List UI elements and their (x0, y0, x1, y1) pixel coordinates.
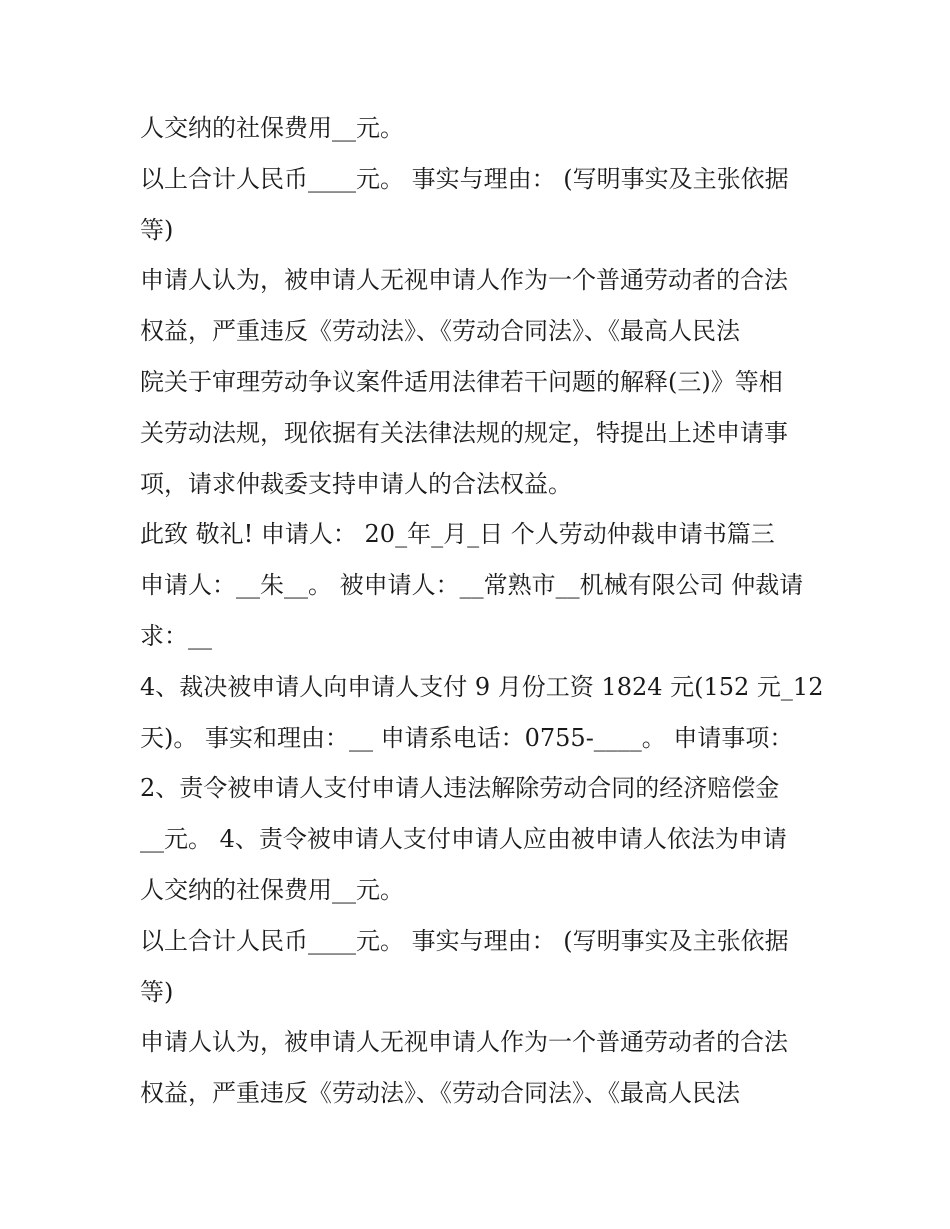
text-line: 此致 敬礼! 申请人： 20_年_月_日 个人劳动仲裁申请书篇三 (140, 520, 775, 549)
text-line: 人交纳的社保费用__元。 (140, 114, 404, 142)
text-line: 2、责令被申请人支付申请人违法解除劳动合同的经济赔偿金 (140, 774, 780, 803)
document-body (140, 103, 830, 1119)
text-line: 以上合计人民币____元。 事实与理由： (写明事实及主张依据 (140, 164, 789, 193)
text-line: 天)。 事实和理由：__ 申请系电话：0755-____。 申请事项： (140, 723, 794, 752)
text-line: 等) (140, 977, 174, 1006)
text-line: 院关于审理劳动争议案件适用法律若干问题的解释(三)》等相 (140, 367, 783, 396)
text-line: __元。 4、责令被申请人支付申请人应由被申请人依法为申请 (140, 825, 787, 854)
text-line: 权益，严重违反《劳动法》、《劳动合同法》、《最高人民法 (140, 1079, 740, 1108)
text-line: 权益，严重违反《劳动法》、《劳动合同法》、《最高人民法 (140, 317, 740, 346)
text-line: 以上合计人民币____元。 事实与理由： (写明事实及主张依据 (140, 926, 789, 955)
text-line: 4、裁决被申请人向申请人支付 9 月份工资 1824 元(152 元_12 (140, 672, 824, 701)
text-line: 关劳动法规，现依据有关法律法规的规定，特提出上述申请事 (140, 418, 788, 447)
text-line: 申请人：__朱__。 被申请人：__常熟市__机械有限公司 仲裁请 (140, 571, 804, 600)
text-line: 等) (140, 215, 174, 244)
text-line: 申请人认为，被申请人无视申请人作为一个普通劳动者的合法 (140, 266, 788, 295)
text-line: 项，请求仲裁委支持申请人的合法权益。 (140, 469, 572, 498)
text-line: 求：__ (140, 621, 212, 650)
text-line: 人交纳的社保费用__元。 (140, 875, 404, 904)
text-line: 申请人认为，被申请人无视申请人作为一个普通劳动者的合法 (140, 1028, 788, 1057)
